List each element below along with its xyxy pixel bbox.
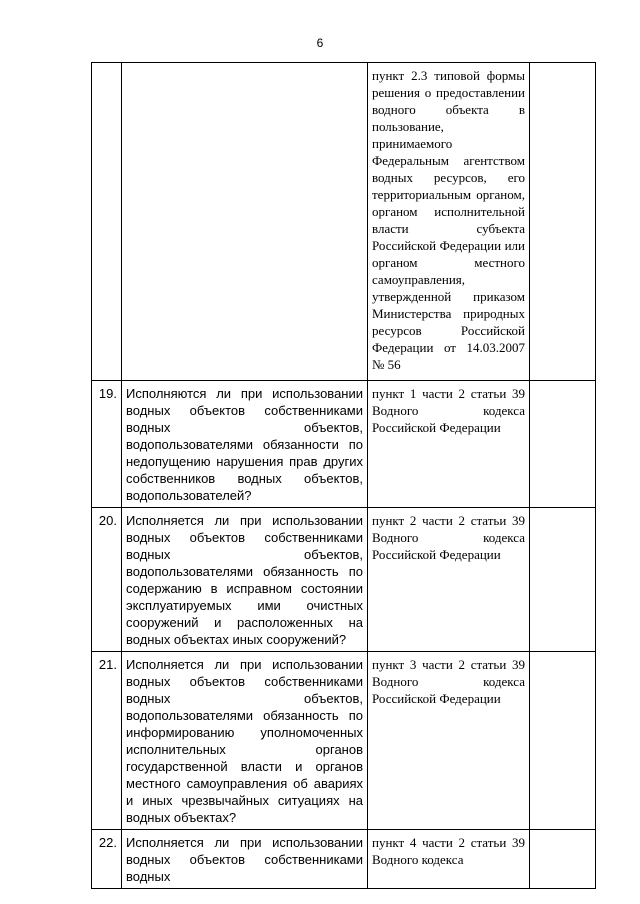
page-number: 6: [316, 36, 324, 50]
checklist-table: [91, 62, 596, 889]
empty-cell: [530, 63, 596, 381]
table-row: [92, 508, 596, 652]
table-row: [92, 381, 596, 508]
question-cell: Исполняется ли при использовании водных объектов собственниками водных объектов, водопользователями обязанность по информированию уполномоченных исполнительных органов государственной власти и органов местного самоуправления об авариях и иных чрезвычайных ситуациях на водных объектах?: [122, 652, 368, 830]
question-cell: Исполняется ли при использовании водных объектов собственниками водных: [122, 830, 368, 889]
question-cell: Исполняются ли при использовании водных объектов собственниками водных объектов, водопользователями обязанности по недопущению нарушения прав других собственников водных объектов, водопользователей?: [122, 381, 368, 508]
row-number: [92, 63, 122, 381]
reference-cell: пункт 2.3 типовой формы решения о предоставлении водного объекта в пользование, принимаемого Федеральным агентством водных ресурсов, его территориальным органом, органом исполнительной власти субъекта Российской Федерации или органом местного самоуправления, утвержденной приказом Министерства природных ресурсов Российской Федерации от 14.03.2007 № 56: [368, 63, 530, 381]
empty-cell: [530, 508, 596, 652]
reference-cell: пункт 1 части 2 статьи 39 Водного кодекса Российской Федерации: [368, 381, 530, 508]
table-row: [92, 63, 596, 381]
empty-cell: [530, 652, 596, 830]
row-number: 21.: [92, 652, 122, 830]
row-number: 20.: [92, 508, 122, 652]
row-number: 19.: [92, 381, 122, 508]
row-number: 22.: [92, 830, 122, 889]
table-row: [92, 830, 596, 889]
question-cell: Исполняется ли при использовании водных объектов собственниками водных объектов, водопользователями обязанность по содержанию в исправном состоянии эксплуатируемых ими очистных сооружений и расположенных на водных объектах иных сооружений?: [122, 508, 368, 652]
empty-cell: [530, 381, 596, 508]
reference-cell: пункт 4 части 2 статьи 39 Водного кодекса: [368, 830, 530, 889]
question-cell: [122, 63, 368, 381]
empty-cell: [530, 830, 596, 889]
reference-cell: пункт 2 части 2 статьи 39 Водного кодекса Российской Федерации: [368, 508, 530, 652]
reference-cell: пункт 3 части 2 статьи 39 Водного кодекса Российской Федерации: [368, 652, 530, 830]
table-row: [92, 652, 596, 830]
